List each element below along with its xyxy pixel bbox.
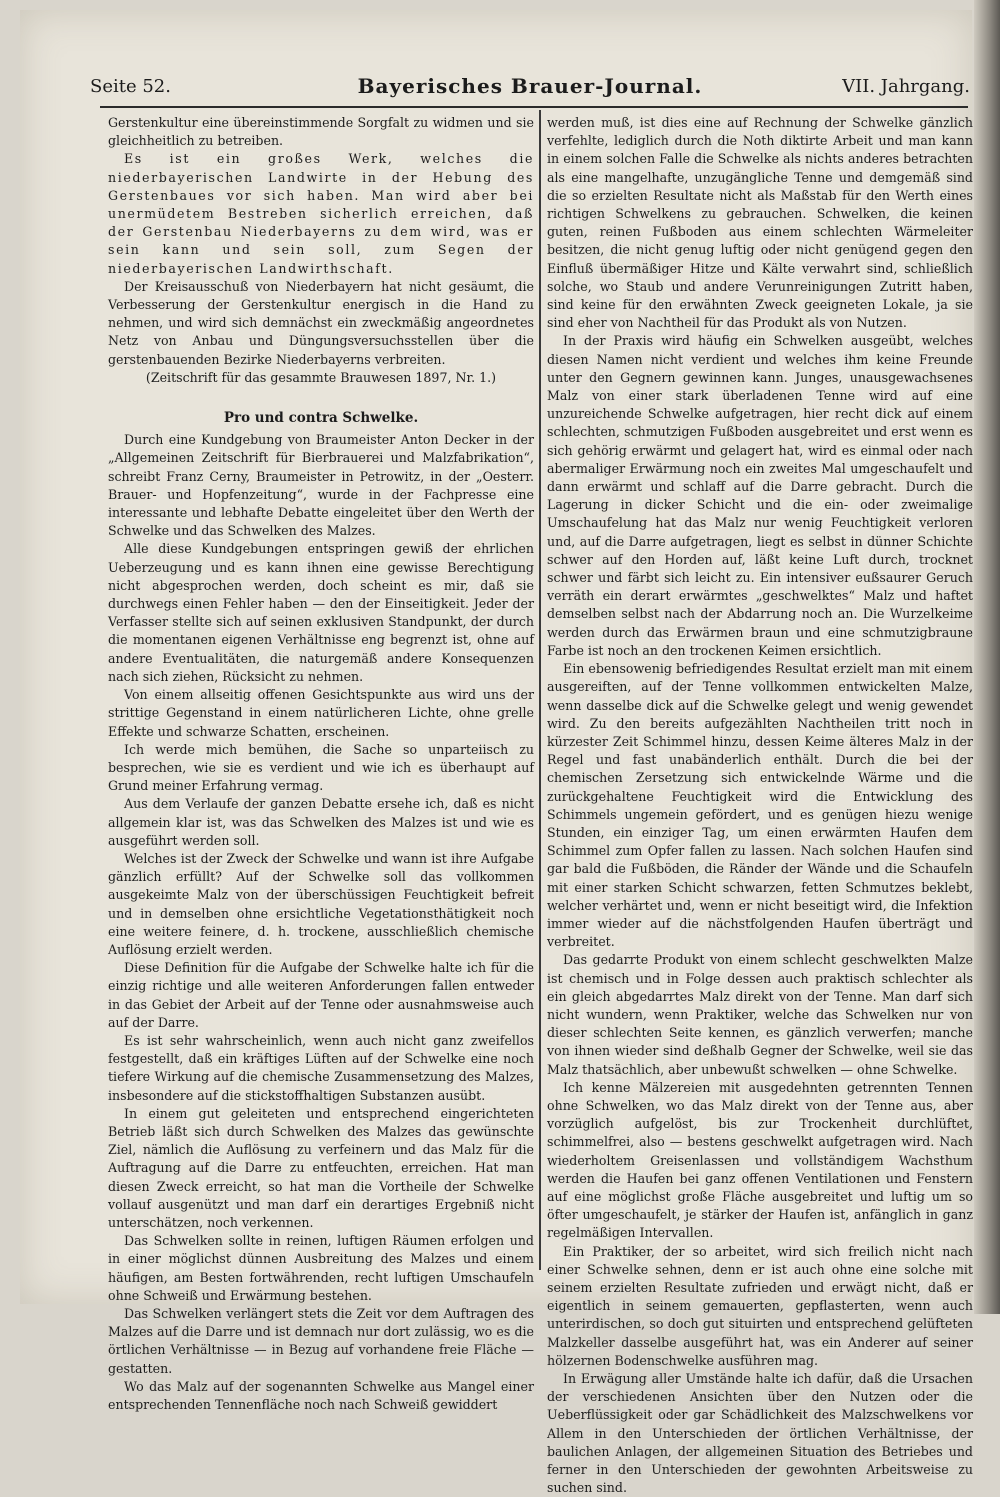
paragraph: Ich werde mich bemühen, die Sache so unparteiisch zu besprechen, wie sie es verdient und wie ich es überhaupt auf Grund meiner Erfahrung vermag. [108,741,534,794]
header-rule [100,106,968,108]
paragraph: Ich kenne Mälzereien mit ausgedehnten getrennten Tennen ohne Schwelken, wo das Malz direkt von der Tenne aus, aber vorzüglich aufgelöst, bis zur Trockenheit durchlüftet, schimmelfrei, also — bestens geschwelkt aufgetragen wird. Nach wiederholtem Greisenlassen und vollständigem Wachsthum werden die Haufen bei ganz offenen Ventilationen und Fenstern auf eine möglichst große Fläche ausgebreitet und luftig um so öfter umgeschaufelt, je stärker der Haufen ist, anfänglich in ganz regelmäßigen Intervallen. [547,1079,973,1241]
page-number: Seite 52. [90,76,171,97]
paragraph: Es ist ein großes Werk, welches die niederbayerischen Landwirte in der Hebung des Gerstenbaues vor sich haben. Man wird aber bei unermüdetem Bestreben sicherlich erreichen, daß der Gerstenbau Niederbayerns zu dem wird, was er sein kann und sein soll, zum Segen der niederbayerischen Landwirthschaft. [108,151,534,276]
paragraph: Ein Praktiker, der so arbeitet, wird sich freilich nicht nach einer Schwelke sehnen, denn er ist auch ohne eine solche mit seinem erzielten Resultate zufrieden und erwägt nicht, daß er eigentlich in seinem gemauerten, gepflasterten, wenn auch unterirdischen, so doch gut situirten und entsprechend gelüfteten Malzkeller dasselbe ausgeführt hat, was ein Anderer auf seiner hölzernen Bodenschwelke ausführen mag. [547,1243,973,1368]
newspaper-page [20,10,973,1496]
paragraph: Welches ist der Zweck der Schwelke und wann ist ihre Aufgabe gänzlich erfüllt? Auf der Schwelke soll das vollkommen ausgekeimte Malz von der überschüssigen Feuchtigkeit befreit und in demselben ohne ersichtliche Vegetationsthätigkeit noch eine weitere feinere, d. h. trockene, ausschließlich chemische Auflösung erzielt werden. [108,850,534,957]
paragraph: Durch eine Kundgebung von Braumeister Anton Decker in der „Allgemeinen Zeitschrift für Bierbrauerei und Malzfabrikation“, schreibt Franz Cerny, Braumeister in Petrowitz, in der „Oesterr. Brauer- und Hopfenzeitung“, wurde in der Fachpresse eine interessante und lebhafte Debatte eingeleitet über den Werth der Schwelke und das Schwelken des Malzes. [108,432,534,539]
column-divider [539,110,541,1270]
left-column [108,114,534,1414]
paragraph: Wo das Malz auf der sogenannten Schwelke aus Mangel einer entsprechenden Tennenfläche noch nach Schweiß gewiddert [108,1378,534,1413]
page-edge-shadow [974,0,1000,1314]
paragraph: werden muß, ist dies eine auf Rechnung der Schwelke gänzlich verfehlte, lediglich durch die Noth diktirte Arbeit und man kann in einem solchen Falle die Schwelke als nichts anderes betrachten als eine mangelhafte, unzugängliche Tenne und demgemäß sind die so erzielten Resultate nicht als Maßstab für den Werth eines richtigen Schwelkens zu gebrauchen. Schwelken, die keinen guten, reinen Fußboden aus einem schlechten Wärmeleiter besitzen, die nicht genug luftig oder nicht genügend gegen den Einfluß übermäßiger Hitze und Kälte verwahrt sind, schließlich solche, wo Staub und andere Verunreinigungen Zutritt haben, sind keine für den erwähnten Zweck geeigneten Lokale, ja sie sind eher von Nachtheil für das Produkt als von Nutzen. [547,115,973,331]
paragraph: Diese Definition für die Aufgabe der Schwelke halte ich für die einzig richtige und alle weiteren Anforderungen fallen entweder in das Gebiet der Arbeit auf der Tenne oder ausnahmsweise auch auf der Darre. [108,960,534,1030]
paragraph: Gerstenkultur eine übereinstimmende Sorgfalt zu widmen und sie gleichheitlich zu betreiben. [108,115,534,149]
citation: (Zeitschrift für das gesammte Brauwesen 1897, Nr. 1.) [145,369,497,385]
paragraph: Aus dem Verlaufe der ganzen Debatte ersehe ich, daß es nicht allgemein klar ist, was das Schwelken des Malzes ist und wie es ausgeführt werden soll. [108,796,534,848]
paragraph: In einem gut geleiteten und entsprechend eingerichteten Betrieb läßt sich durch Schwelken des Malzes das gewünschte Ziel, nämlich die Auflösung zu verfeinern und das Malz für die Auftragung auf die Darre zu entfeuchten, erreichen. Hat man diesen Zweck erreicht, so hat man die Vortheile der Schwelke vollauf ausgenützt und man darf ein derartiges Ergebniß nicht unterschätzen, noch verkennen. [108,1105,534,1230]
journal-title: Bayerisches Brauer-Journal. [357,74,703,98]
paragraph: Das Schwelken verlängert stets die Zeit vor dem Auftragen des Malzes auf die Darre und ist demnach nur dort zulässig, wo es die örtlichen Verhältnisse — in Bezug auf vorhandene freie Fläche — gestatten. [108,1306,534,1376]
paragraph: Der Kreisausschuß von Niederbayern hat nicht gesäumt, die Verbesserung der Gerstenkultur energisch in die Hand zu nehmen, und wird sich demnächst ein zweckmäßig angeordnetes Netz von Anbau und Düngungsversuchsstellen über die gerstenbauenden Bezirke Niederbayerns verbreiten. [108,278,534,367]
paragraph: In Erwägung aller Umstände halte ich dafür, daß die Ursachen der verschiedenen Ansichten über den Nutzen oder die Ueberflüssigkeit oder gar Schädlichkeit des Malzschwelkens vor Allem in den Unterschieden der örtlichen Verhältnisse, der baulichen Anlagen, der allgemeinen Situation des Betriebes und ferner in den Unterschieden der gewohnten Arbeitsweise zu suchen sind. [547,1371,973,1496]
paragraph: Alle diese Kundgebungen entspringen gewiß der ehrlichen Ueberzeugung und es kann ihnen eine gewisse Berechtigung nicht abgesprochen werden, doch scheint es mir, daß sie durchwegs einen Fehler haben — den der Einseitigkeit. Jeder der Verfasser stellte sich auf seinen exklusiven Standpunkt, der durch die momentanen eigenen Verhältnisse eng begrenzt ist, ohne auf andere Eventualitäten, die naturgemäß andere Konsequenzen nach sich ziehen, Rücksicht zu nehmen. [108,541,534,684]
paragraph: Ein ebensowenig befriedigendes Resultat erzielt man mit einem ausgereiften, auf der Tenne vollkommen entwickelten Malze, wenn dasselbe dick auf die Schwelke gelegt und wenig gewendet wird. Zu den bereits aufgezählten Nachtheilen tritt noch in kürzester Zeit Schimmel hinzu, dessen Keime älteres Malz in der Regel und fast unabänderlich enthält. Durch die bei der chemischen Zersetzung sich entwickelnde Wärme und die zurückgehaltene Feuchtigkeit wird die Entwicklung des Schimmels ungemein gefördert, und es genügen hiezu wenige Stunden, ein einziger Tag, um einen erwärmten Haufen dem Schimmel zum Opfer fallen zu lassen. Nach solchen Haufen sind gar bald die Fußböden, die Ränder der Wände und die Schaufeln mit einer starken Schicht schwarzen, fetten Schmutzes beklebt, welcher verhärtet und, wenn er nicht beseitigt wird, die Infektion immer wieder auf die nächstfolgenden Haufen überträgt und verbreitet. [547,661,973,950]
paragraph: In der Praxis wird häufig ein Schwelken ausgeübt, welches diesen Namen nicht verdient und welches ihm keine Freunde unter den Gegnern gewinnen kann. Junges, unausgewachsenes Malz von einer stark überladenen Tenne wird auf eine unzureichende Schwelke aufgetragen, hier recht dick auf einem schlechten, schmutzigen Fußboden ausgebreitet und erst wenn es sich gehörig erwärmt und gelagert hat, wird es einmal oder nach abermaliger Erwärmung noch ein zweites Mal umgeschaufelt und dann erwärmt und schlaff auf die Darre gebracht. Durch die Lagerung in dicker Schicht und die ein- oder zweimalige Umschaufelung hat das Malz nur wenig Feuchtigkeit verloren und, auf die Darre aufgetragen, liegt es selbst in dünner Schichte schwer auf den Horden auf, läßt keine Luft durch, trocknet schwer und färbt sich leicht zu. Ein intensiver eußsaurer Geruch verräth ein derart erwärmtes „geschwelktes“ Malz und haftet demselben selbst nach der Abdarrung noch an. Die Wurzelkeime werden durch das Erwärmen braun und eine schmutzigbraune Farbe ist noch an den trockenen Keimen ersichtlich. [547,333,973,658]
paragraph: Es ist sehr wahrscheinlich, wenn auch nicht ganz zweifellos festgestellt, daß ein kräftiges Lüften auf der Schwelke eine noch tiefere Wirkung auf die chemische Zusammensetzung des Malzes, insbesondere auf die stickstoffhaltigen Substanzen ausübt. [108,1032,534,1103]
right-column [547,114,973,1497]
paragraph: Von einem allseitig offenen Gesichtspunkte aus wird uns der strittige Gegenstand in einem natürlicheren Lichte, ohne grelle Effekte und schwarze Schatten, erscheinen. [108,687,534,739]
volume-label: VII. Jahrgang. [842,76,970,97]
article-heading: Pro und contra Schwelke. [223,410,419,427]
page-header [90,72,970,104]
paragraph: Das gedarrte Produkt von einem schlecht geschwelkten Malze ist chemisch und in Folge dessen auch praktisch schlechter als ein gleich abgedarrtes Malz direkt von der Tenne. Man darf sich nicht wundern, wenn Praktiker, welche das Schwelken nur von dieser schlechten Seite kennen, es gänzlich verwerfen; manche von ihnen wieder sind deßhalb Gegner der Schwelke, weil sie das Malz thatsächlich, aber unbewußt schwelken — ohne Schwelke. [547,952,973,1077]
paragraph: Das Schwelken sollte in reinen, luftigen Räumen erfolgen und in einer möglichst dünnen Ausbreitung des Malzes und einem häufigen, am Besten fortwährenden, recht luftigen Umschaufeln ohne Schweiß und Erwärmung bestehen. [108,1233,534,1303]
